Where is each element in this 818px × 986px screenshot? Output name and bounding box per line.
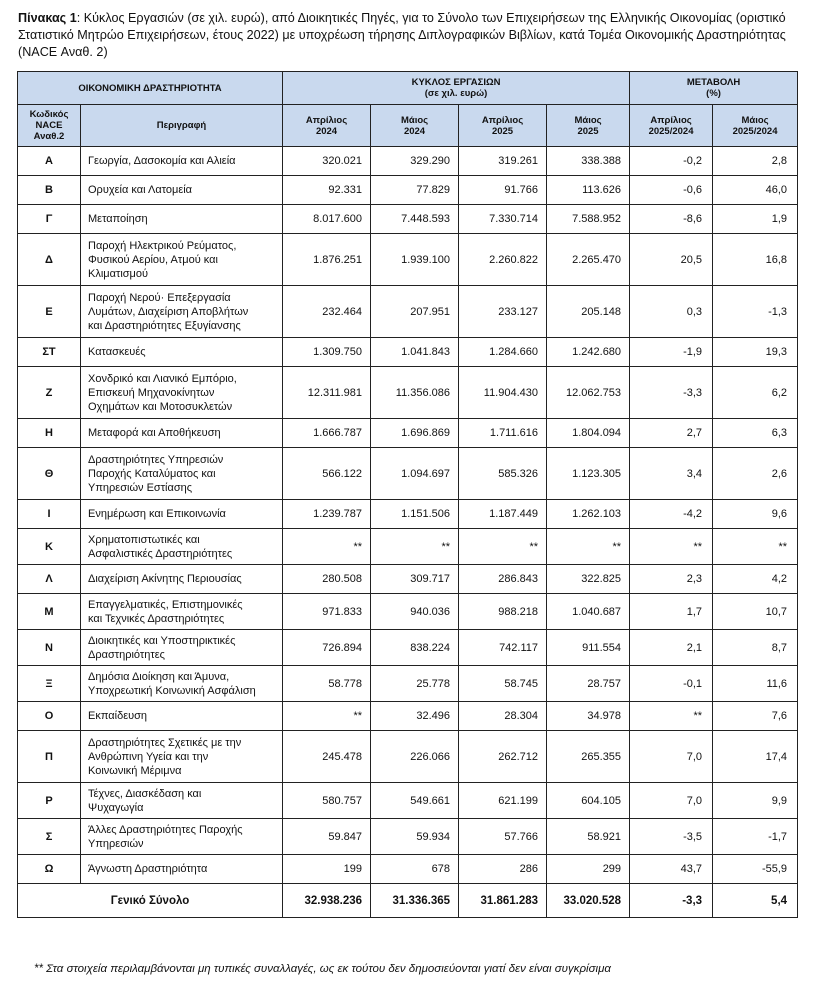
description-cell <box>81 205 283 234</box>
turnover-value-cell: 1.666.787 <box>283 419 371 448</box>
nace-code-cell: Δ <box>18 234 81 286</box>
table-row <box>18 500 798 529</box>
table-row <box>18 855 798 884</box>
description-line: Κοινωνική Μέριμνα <box>88 764 182 777</box>
description-cell <box>81 702 283 731</box>
turnover-value-cell: 1.309.750 <box>283 338 371 367</box>
turnover-value-cell: 566.122 <box>283 448 371 500</box>
nace-code-cell: Ζ <box>18 367 81 419</box>
change-value-cell: 17,4 <box>713 731 798 783</box>
change-value-cell: 46,0 <box>713 176 798 205</box>
turnover-value-cell: 286.843 <box>459 565 547 594</box>
turnover-value-cell: 320.021 <box>283 147 371 176</box>
change-value-cell: -0,2 <box>630 147 713 176</box>
period-header <box>459 105 547 147</box>
turnover-value-cell: 12.062.753 <box>547 367 630 419</box>
period-header <box>547 105 630 147</box>
table-row <box>18 731 798 783</box>
description-line: Δραστηριότητες <box>88 648 165 661</box>
nace-code-cell: Ε <box>18 286 81 338</box>
description-line: Δραστηριότητες Σχετικές με την <box>88 736 242 749</box>
description-line: Υπηρεσιών <box>88 837 144 850</box>
change-value-cell: 2,8 <box>713 147 798 176</box>
period-line: 2024 <box>403 125 426 137</box>
description-line: Λυμάτων, Διαχείριση Αποβλήτων <box>88 305 249 318</box>
description-cell <box>81 147 283 176</box>
change-value-cell: 2,1 <box>630 630 713 666</box>
code-col-line: NACE <box>35 120 63 131</box>
description-cell <box>81 731 283 783</box>
description-line: Ασφαλιστικές Δραστηριότητες <box>88 547 233 560</box>
change-value-cell: 43,7 <box>630 855 713 884</box>
description-line: Ορυχεία και Λατομεία <box>88 184 193 196</box>
description-cell <box>81 594 283 630</box>
turnover-value-cell: 621.199 <box>459 783 547 819</box>
turnover-value-cell: 32.496 <box>371 702 459 731</box>
change-value-cell: 3,4 <box>630 448 713 500</box>
period-header <box>713 105 798 147</box>
change-value-cell: -4,2 <box>630 500 713 529</box>
description-line: Υπηρεσιών Εστίασης <box>88 481 193 494</box>
nace-code-cell: Η <box>18 419 81 448</box>
table-row <box>18 630 798 666</box>
nace-code-cell: Ν <box>18 630 81 666</box>
description-cell <box>81 500 283 529</box>
turnover-value-cell: 265.355 <box>547 731 630 783</box>
description-line: Ενημέρωση και Επικοινωνία <box>88 508 226 520</box>
turnover-value-cell: 28.757 <box>547 666 630 702</box>
change-header <box>630 72 798 105</box>
activity-header: ΟΙΚΟΝΟΜΙΚΗ ΔΡΑΣΤΗΡΙΟΤΗΤΑ <box>18 72 283 105</box>
turnover-header <box>283 72 630 105</box>
description-line: και Τεχνικές Δραστηριότητες <box>88 612 225 625</box>
turnover-value-cell: 59.934 <box>371 819 459 855</box>
turnover-value-cell: 58.921 <box>547 819 630 855</box>
header-row-columns <box>18 105 798 147</box>
turnover-value-cell: 199 <box>283 855 371 884</box>
turnover-value-cell: 233.127 <box>459 286 547 338</box>
table-row <box>18 702 798 731</box>
turnover-value-cell: 25.778 <box>371 666 459 702</box>
description-line: Υποχρεωτική Κοινωνική Ασφάλιση <box>88 684 256 697</box>
table-row <box>18 594 798 630</box>
change-value-cell: 2,3 <box>630 565 713 594</box>
turnover-value-cell: 11.356.086 <box>371 367 459 419</box>
turnover-value-cell: 580.757 <box>283 783 371 819</box>
change-value-cell: -1,3 <box>713 286 798 338</box>
change-value-cell: 10,7 <box>713 594 798 630</box>
nace-code-cell: Λ <box>18 565 81 594</box>
period-line: Μάιος <box>400 114 429 126</box>
turnover-value-cell: 57.766 <box>459 819 547 855</box>
description-line: Διοικητικές και Υποστηρικτικές <box>88 634 236 647</box>
turnover-value-cell: 77.829 <box>371 176 459 205</box>
turnover-value-cell: 911.554 <box>547 630 630 666</box>
turnover-value-cell: 838.224 <box>371 630 459 666</box>
description-cell <box>81 565 283 594</box>
total-value-cell: 31.861.283 <box>459 884 547 918</box>
description-line: Φυσικού Αερίου, Ατμού και <box>88 253 218 266</box>
nace-code-cell: Ω <box>18 855 81 884</box>
period-header <box>371 105 459 147</box>
turnover-value-cell: ** <box>283 702 371 731</box>
turnover-value-cell: 12.311.981 <box>283 367 371 419</box>
table-caption <box>18 10 798 61</box>
description-line: Τέχνες, Διασκέδαση και <box>88 787 202 800</box>
description-cell <box>81 855 283 884</box>
nace-code-cell: Γ <box>18 205 81 234</box>
turnover-value-cell: ** <box>459 529 547 565</box>
turnover-value-cell: 1.040.687 <box>547 594 630 630</box>
description-cell <box>81 234 283 286</box>
turnover-value-cell: 585.326 <box>459 448 547 500</box>
turnover-value-cell: 232.464 <box>283 286 371 338</box>
table-row <box>18 286 798 338</box>
change-value-cell: ** <box>713 529 798 565</box>
turnover-header-title: ΚΥΚΛΟΣ ΕΡΓΑΣΙΩΝ <box>411 77 501 88</box>
description-line: Γεωργία, Δασοκομία και Αλιεία <box>88 155 236 167</box>
code-col-line: Κωδικός <box>29 109 69 120</box>
nace-code-cell: Ξ <box>18 666 81 702</box>
turnover-value-cell: 1.711.616 <box>459 419 547 448</box>
description-line: Εκπαίδευση <box>88 710 148 722</box>
table-row <box>18 419 798 448</box>
turnover-value-cell: 1.284.660 <box>459 338 547 367</box>
turnover-value-cell: 58.745 <box>459 666 547 702</box>
turnover-value-cell: 988.218 <box>459 594 547 630</box>
change-header-title: ΜΕΤΑΒΟΛΗ <box>686 77 741 88</box>
turnover-value-cell: 549.661 <box>371 783 459 819</box>
turnover-value-cell: 245.478 <box>283 731 371 783</box>
period-line: Μάιος <box>741 114 769 126</box>
description-cell <box>81 338 283 367</box>
total-value-cell: 32.938.236 <box>283 884 371 918</box>
turnover-value-cell: 678 <box>371 855 459 884</box>
description-line: Άγνωστη Δραστηριότητα <box>88 863 208 875</box>
turnover-value-cell: 1.804.094 <box>547 419 630 448</box>
turnover-value-cell: 319.261 <box>459 147 547 176</box>
turnover-value-cell: 1.939.100 <box>371 234 459 286</box>
turnover-value-cell: 1.242.680 <box>547 338 630 367</box>
turnover-value-cell: 1.262.103 <box>547 500 630 529</box>
change-value-cell: 9,9 <box>713 783 798 819</box>
turnover-value-cell: 1.094.697 <box>371 448 459 500</box>
change-value-cell: ** <box>630 529 713 565</box>
turnover-value-cell: 309.717 <box>371 565 459 594</box>
change-value-cell: 7,0 <box>630 783 713 819</box>
table-row <box>18 147 798 176</box>
total-value-cell: 31.336.365 <box>371 884 459 918</box>
change-value-cell: 9,6 <box>713 500 798 529</box>
description-cell <box>81 448 283 500</box>
turnover-value-cell: 286 <box>459 855 547 884</box>
nace-code-cell: Β <box>18 176 81 205</box>
description-cell <box>81 819 283 855</box>
change-value-cell: -1,7 <box>713 819 798 855</box>
turnover-value-cell: 92.331 <box>283 176 371 205</box>
description-cell <box>81 630 283 666</box>
table-row <box>18 234 798 286</box>
turnover-value-cell: 940.036 <box>371 594 459 630</box>
table-row <box>18 565 798 594</box>
description-line: Χρηματοπιστωτικές και <box>88 533 200 546</box>
description-line: Παροχή Νερού· Επεξεργασία <box>88 291 231 304</box>
turnover-value-cell: 322.825 <box>547 565 630 594</box>
turnover-value-cell: 971.833 <box>283 594 371 630</box>
table-row <box>18 529 798 565</box>
turnover-value-cell: 1.041.843 <box>371 338 459 367</box>
change-value-cell: 2,7 <box>630 419 713 448</box>
turnover-value-cell: ** <box>547 529 630 565</box>
turnover-value-cell: 8.017.600 <box>283 205 371 234</box>
description-line: Οχημάτων και Μοτοσυκλετών <box>88 400 233 413</box>
description-line: Παροχή Ηλεκτρικού Ρεύματος, <box>88 239 237 252</box>
period-line: Απρίλιος <box>650 114 692 126</box>
turnover-value-cell: 604.105 <box>547 783 630 819</box>
code-col-line: Αναθ.2 <box>33 131 65 142</box>
turnover-value-cell: 338.388 <box>547 147 630 176</box>
nace-code-cell: Κ <box>18 529 81 565</box>
description-cell <box>81 286 283 338</box>
change-value-cell: 1,7 <box>630 594 713 630</box>
description-cell <box>81 176 283 205</box>
change-value-cell: -3,5 <box>630 819 713 855</box>
period-line: 2025/2024 <box>732 125 778 137</box>
period-line: Απρίλιος <box>305 114 348 126</box>
change-value-cell: 19,3 <box>713 338 798 367</box>
footnote: ** Στα στοιχεία περιλαμβάνονται μη τυπικές συναλλαγές, ως εκ τούτου δεν δημοσιεύονται γιατί δεν είναι συγκρίσιμα <box>34 963 611 975</box>
period-line: Απρίλιος <box>481 114 524 126</box>
turnover-value-cell: 11.904.430 <box>459 367 547 419</box>
total-label: Γενικό Σύνολο <box>18 884 283 918</box>
change-value-cell: 1,9 <box>713 205 798 234</box>
description-line: Ψυχαγωγία <box>88 801 144 814</box>
change-value-cell: -1,9 <box>630 338 713 367</box>
turnover-value-cell: 299 <box>547 855 630 884</box>
change-value-cell: 11,6 <box>713 666 798 702</box>
turnover-value-cell: 113.626 <box>547 176 630 205</box>
period-header <box>630 105 713 147</box>
description-line: Μεταποίηση <box>88 213 148 225</box>
description-cell <box>81 783 283 819</box>
turnover-value-cell: 59.847 <box>283 819 371 855</box>
table-row <box>18 367 798 419</box>
code-column-header <box>18 105 81 147</box>
description-line: Επισκευή Μηχανοκίνητων <box>88 386 215 399</box>
period-line: 2025 <box>491 125 514 137</box>
change-value-cell: 7,6 <box>713 702 798 731</box>
period-line: Μάιος <box>574 114 602 126</box>
table-row <box>18 205 798 234</box>
change-value-cell: 8,7 <box>713 630 798 666</box>
turnover-table <box>17 71 798 918</box>
period-line: 2024 <box>315 125 338 137</box>
turnover-value-cell: 1.151.506 <box>371 500 459 529</box>
description-cell <box>81 529 283 565</box>
turnover-value-cell: 28.304 <box>459 702 547 731</box>
nace-code-cell: Π <box>18 731 81 783</box>
total-value-cell: 33.020.528 <box>547 884 630 918</box>
change-value-cell: -8,6 <box>630 205 713 234</box>
period-line: 2025/2024 <box>648 125 694 137</box>
table-row <box>18 448 798 500</box>
turnover-value-cell: 280.508 <box>283 565 371 594</box>
turnover-value-cell: 262.712 <box>459 731 547 783</box>
turnover-value-cell: 726.894 <box>283 630 371 666</box>
change-value-cell: -55,9 <box>713 855 798 884</box>
description-line: Δραστηριότητες Υπηρεσιών <box>88 453 224 466</box>
description-line: Κατασκευές <box>88 346 146 358</box>
description-line: Παροχής Καταλύματος και <box>88 467 216 480</box>
description-line: και Δραστηριότητες Εξυγίανσης <box>88 319 241 332</box>
table-row <box>18 338 798 367</box>
nace-code-cell: Μ <box>18 594 81 630</box>
change-value-cell: 16,8 <box>713 234 798 286</box>
nace-code-cell: Ο <box>18 702 81 731</box>
turnover-value-cell: 2.265.470 <box>547 234 630 286</box>
turnover-value-cell: 7.588.952 <box>547 205 630 234</box>
turnover-value-cell: 58.778 <box>283 666 371 702</box>
description-cell <box>81 367 283 419</box>
description-line: Δημόσια Διοίκηση και Άμυνα, <box>88 670 230 683</box>
turnover-value-cell: 7.448.593 <box>371 205 459 234</box>
change-value-cell: 0,3 <box>630 286 713 338</box>
caption-label: Πίνακας 1 <box>18 11 77 25</box>
turnover-value-cell: 226.066 <box>371 731 459 783</box>
table-row <box>18 666 798 702</box>
turnover-value-cell: ** <box>283 529 371 565</box>
description-cell <box>81 419 283 448</box>
turnover-value-cell: 742.117 <box>459 630 547 666</box>
change-value-cell: 6,3 <box>713 419 798 448</box>
turnover-header-unit: (σε χιλ. ευρώ) <box>424 88 488 99</box>
turnover-value-cell: 205.148 <box>547 286 630 338</box>
turnover-value-cell: 2.260.822 <box>459 234 547 286</box>
description-column-header: Περιγραφή <box>81 105 283 147</box>
table-row <box>18 819 798 855</box>
nace-code-cell: Σ <box>18 819 81 855</box>
turnover-value-cell: 34.978 <box>547 702 630 731</box>
nace-code-cell: ΣΤ <box>18 338 81 367</box>
caption-text: : Κύκλος Εργασιών (σε χιλ. ευρώ), από Διοικητικές Πηγές, για το Σύνολο των Επιχειρήσεων της Ελληνικής Οικονομίας (οριστικό Στατιστικό Μητρώο Επιχειρήσεων, έτους 2022) με υποχρέωση τήρησης Διπλογραφικών Βιβλίων, κατά Τομέα Οικονομικής Δραστηριότητας (NACE Αναθ. 2) <box>18 11 786 59</box>
turnover-value-cell: 329.290 <box>371 147 459 176</box>
turnover-value-cell: ** <box>371 529 459 565</box>
turnover-value-cell: 91.766 <box>459 176 547 205</box>
total-value-cell: -3,3 <box>630 884 713 918</box>
total-value-cell: 5,4 <box>713 884 798 918</box>
description-line: Διαχείριση Ακίνητης Περιουσίας <box>88 573 242 585</box>
turnover-value-cell: 1.187.449 <box>459 500 547 529</box>
change-value-cell: -0,6 <box>630 176 713 205</box>
change-value-cell: ** <box>630 702 713 731</box>
change-value-cell: -3,3 <box>630 367 713 419</box>
nace-code-cell: Α <box>18 147 81 176</box>
change-value-cell: 2,6 <box>713 448 798 500</box>
description-line: Μεταφορά και Αποθήκευση <box>88 427 221 439</box>
nace-code-cell: Θ <box>18 448 81 500</box>
description-line: Άλλες Δραστηριότητες Παροχής <box>88 823 243 836</box>
header-row-groups <box>18 72 798 105</box>
change-value-cell: 6,2 <box>713 367 798 419</box>
period-header <box>283 105 371 147</box>
nace-code-cell: Ι <box>18 500 81 529</box>
turnover-value-cell: 7.330.714 <box>459 205 547 234</box>
description-line: Χονδρικό και Λιανικό Εμπόριο, <box>88 372 237 385</box>
change-value-cell: 7,0 <box>630 731 713 783</box>
change-value-cell: 20,5 <box>630 234 713 286</box>
turnover-value-cell: 1.876.251 <box>283 234 371 286</box>
period-line: 2025 <box>577 125 599 137</box>
table-row <box>18 783 798 819</box>
turnover-value-cell: 1.696.869 <box>371 419 459 448</box>
total-row <box>18 884 798 918</box>
change-value-cell: 4,2 <box>713 565 798 594</box>
turnover-value-cell: 207.951 <box>371 286 459 338</box>
description-line: Επαγγελματικές, Επιστημονικές <box>88 598 243 611</box>
table-row <box>18 176 798 205</box>
description-cell <box>81 666 283 702</box>
change-value-cell: -0,1 <box>630 666 713 702</box>
description-line: Ανθρώπινη Υγεία και την <box>88 750 209 763</box>
change-header-unit: (%) <box>706 88 721 99</box>
nace-code-cell: Ρ <box>18 783 81 819</box>
turnover-value-cell: 1.123.305 <box>547 448 630 500</box>
turnover-value-cell: 1.239.787 <box>283 500 371 529</box>
description-line: Κλιματισμού <box>88 267 149 280</box>
